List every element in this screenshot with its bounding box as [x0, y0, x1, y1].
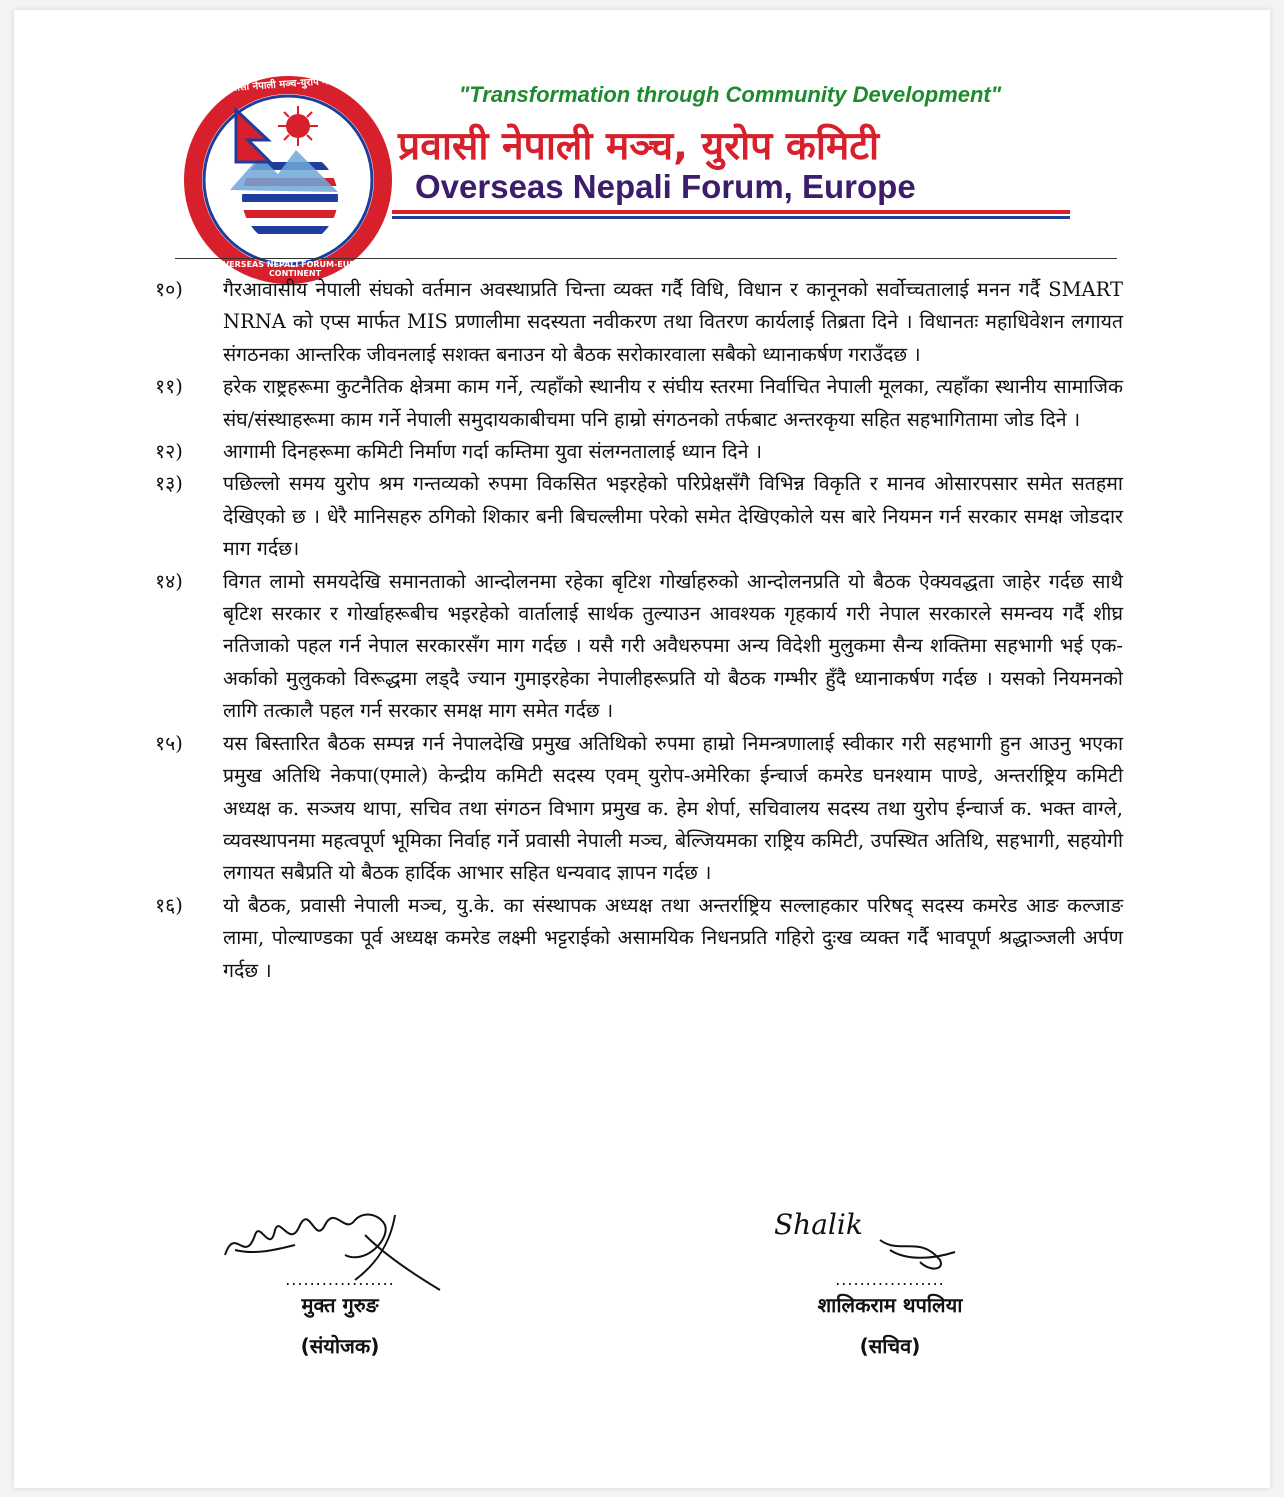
item-text: विगत लामो समयदेखि समानताको आन्दोलनमा रहेका बृटिश गोर्खाहरुको आन्दोलनप्रति यो बैठक ऐक्यवद्धता जाहेर गर्दछ साथै बृटिश सरकार र गोर्खाहरूबीच भइरहेको वार्तालाई सार्थक तुल्याउन आवश्यक गृहकार्य गरी नेपाल सरकारले समन्वय गर्दै शीघ्र नतिजाको पहल गर्न नेपाल सरकारसँग माग गर्दछ । यसै गरी अवैधरुपमा अन्य विदेशी मुलुकमा सैन्य शक्तिमा सहभागी भई एक-अर्काको मुलुकको विरूद्धमा लड्दै ज्यान गुमाइरहेका नेपालीहरूप्रति यो बैठक गम्भीर हुँदै ध्यानाकर्षण गर्दछ । यसको नियमनको लागि तत्कालै पहल गर्न सरकार समक्ष माग समेत गर्दछ ।	[223, 569, 1123, 723]
header-blue-line	[392, 216, 1070, 219]
signature-right-handwriting: Shalik	[774, 1208, 863, 1241]
item-number: ११)	[155, 375, 183, 399]
list-item	[155, 274, 1123, 371]
signatory-role: (सचिव)	[859, 1334, 921, 1358]
item-number: १०)	[155, 278, 183, 301]
list-item	[155, 436, 1123, 468]
item-text: हरेक राष्ट्रहरूमा कुटनैतिक क्षेत्रमा काम गर्ने, त्यहाँको स्थानीय र संघीय स्तरमा निर्वाचित नेपाली मूलका, त्यहाँका स्थानीय सामाजिक संघ/संस्थाहरूमा काम गर्ने नेपाली समुदायकाबीचमा पनि हाम्रो संगठनको तर्फबाट अन्तरकृया सहित सहभागितामा जोड दिने ।	[223, 375, 1123, 431]
item-text: पछिल्लो समय युरोप श्रम गन्तव्यको रुपमा विकसित भइरहेको परिप्रेक्षसँगै विभिन्न विकृति र मानव ओसारपसार समेत सतहमा देखिएको छ । धेरै मानिसहरु ठगिको शिकार बनी बिचल्लीमा परेको समेत देखिएकोले यस बारे नियमन गर्न सरकार समक्ष जोडदार माग गर्दछ।	[223, 472, 1123, 561]
tagline: "Transformation through Community Development"	[458, 82, 1002, 107]
signatory-name: शालिकराम थपलिया	[817, 1293, 963, 1317]
logo-text-top: प्रवासी नेपाली मञ्च-युरोप महादेश	[225, 74, 349, 95]
item-number: १६)	[155, 893, 183, 917]
sun-icon	[278, 106, 318, 146]
item-text: यस बिस्तारित बैठक सम्पन्न गर्न नेपालदेखि प्रमुख अतिथिको रुपमा हाम्रो निमन्त्रणालाई स्वीकार गरी सहभागी हुन आउनु भएका प्रमुख अतिथि नेकपा(एमाले) केन्द्रीय कमिटी सदस्य एवम् युरोप-अमेरिका ईन्चार्ज कमरेड घनश्याम पाण्डे, अन्तर्राष्ट्रिय कमिटी अध्यक्ष क. सञ्जय थापा, सचिव तथा संगठन विभाग प्रमुख क. हेम शेर्पा, सचिवालय सदस्य तथा युरोप ईन्चार्ज क. भक्त वाग्ले, व्यवस्थापनमा महत्वपूर्ण भूमिका निर्वाह गर्ने प्रवासी नेपाली मञ्च, बेल्जियमका राष्ट्रिय कमिटी, उपस्थित अतिथि, सहभागी, सहयोगी लगायत सबैप्रति यो बैठक हार्दिक आभार सहित धन्यवाद ज्ञापन गर्दछ ।	[223, 731, 1123, 885]
title-nepali: प्रवासी नेपाली मञ्च, युरोप कमिटी	[398, 124, 880, 169]
list-item	[155, 890, 1123, 987]
item-text: यो बैठक, प्रवासी नेपाली मञ्च, यु.के. का संस्थापक अध्यक्ष तथा अन्तर्राष्ट्रिय सल्लाहकार परिषद् सदस्य कमरेड आङ कल्जाङ लामा, पोल्याण्डका पूर्व अध्यक्ष कमरेड लक्ष्मी भट्टराईको असामयिक निधनप्रति गहिरो दुःख व्यक्त गर्दै भावपूर्ण श्रद्धाञ्जली अर्पण गर्दछ ।	[223, 893, 1123, 982]
resolution-list	[155, 274, 1123, 987]
item-text: गैरआवासीय नेपाली संघको वर्तमान अवस्थाप्रति चिन्ता व्यक्त गर्दै विधि, विधान र कानूनको सर्वोच्चतालाई मनन गर्दै SMART NRNA को एप्स मार्फत MIS प्रणालीमा सदस्यता नवीकरण तथा वितरण कार्यलाई तिब्रता दिने । विधानतः महाधिवेशन लगायत संगठनका आन्तरिक जीवनलाई सशक्त बनाउन यो बैठक सरोकारवाला सबैको ध्यानाकर्षण गराउँदछ ।	[223, 278, 1123, 366]
signatory-role: (संयोजक)	[300, 1334, 380, 1358]
item-number: १३)	[155, 472, 183, 496]
list-item	[155, 728, 1123, 890]
list-item	[155, 371, 1123, 436]
signature-block-left	[240, 1270, 440, 1359]
logo-text-bottom: OVERSEAS NEPALI FORUM-EUROPE CONTINENT	[216, 260, 374, 278]
header-red-line	[392, 210, 1070, 214]
item-text: आगामी दिनहरूमा कमिटी निर्माण गर्दा कम्तिमा युवा संलग्नतालाई ध्यान दिने ।	[223, 440, 762, 464]
list-item	[155, 468, 1123, 565]
item-number: १५)	[155, 731, 183, 755]
title-english: Overseas Nepali Forum, Europe	[415, 168, 916, 205]
header-divider	[175, 258, 1117, 259]
signatory-name: मुक्त गुरुङ	[301, 1293, 379, 1317]
signature-line: ..................	[835, 1270, 945, 1289]
signature-line: ..................	[285, 1270, 395, 1289]
signature-block-right	[770, 1270, 1010, 1359]
signature-right-scribble	[770, 1200, 970, 1280]
forum-logo	[178, 70, 398, 290]
list-item	[155, 566, 1123, 728]
item-number: १२)	[155, 440, 183, 464]
item-number: १४)	[155, 569, 183, 593]
